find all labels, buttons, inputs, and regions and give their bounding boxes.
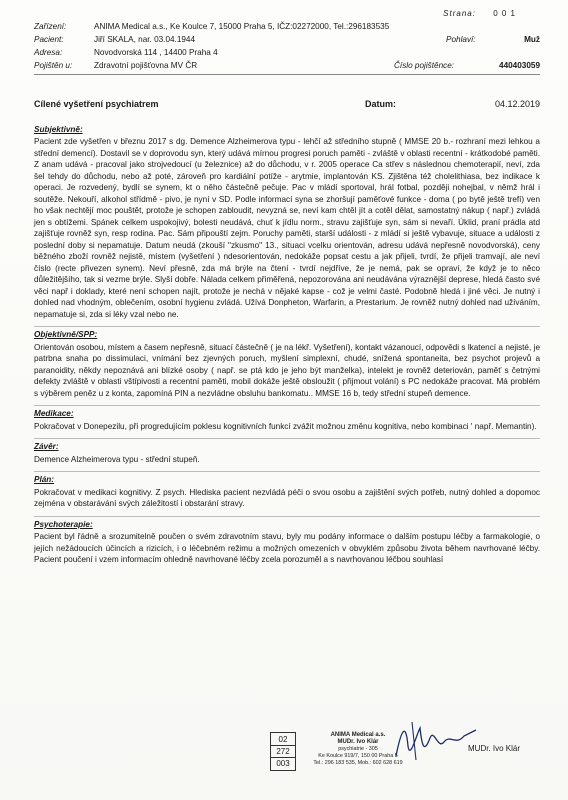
patient-row <box>34 33 540 46</box>
conclusion-section <box>34 441 540 472</box>
address-row <box>34 46 540 59</box>
objective-text: Orientován osobou, místem a časem nepřesně, situací částečně ( je na lékř. Vyšetření), kontakt vázanoucí, odpovědi s lkatencí a nejisté, je patrbna snaha po dissimulaci, vnímání bez zjevných poruch, myšlení simplexní, chudé, snížená spontaneita, bez psychot projevů a paranoidity, někdy nepoznává ani blízké osoby ( např. se ptá kdo je jeho být manželka), intelekt je rovněž deteriován, paměť s četnými defekty zvláště v oblasti vštípivosti a recentní paměti, mobil dokáže ještě obsloužit ( přijmout volání) s PC nedokáže pracovat. Má problém s výběrem peněz u z konta, zapomíná PIN a nezvládne obsluhu bankomatu.. MMSE 16 b, tedy střední stupeň demence. <box>34 342 540 398</box>
facility-row <box>34 20 540 33</box>
page-indicator <box>443 8 516 20</box>
subjective-text: Pacient zde vyšetřen v březnu 2017 s dg. Demence Alzheimerova typu - lehčí až středního stupně ( MMSE 20 b.- rozhraní mezi lehkou a střední demencí). Dostavil se v doprovodu syn, který udává mírnou progresi poruch paměti - zvláště v oblasti recentní - krátkodobé paměti. Z anam udává - pracoval jako strojvedoucí (u železnice) až do důchodu, v r. 2005 operace Ca střev s následnou chemoterapií, neví, zda šel tehdy do důchodu, nebo až poté, zároveň pro kardiální potíže - arytmie, implantován KS. Zjištěna též cholelithiasa, bez indikace k operaci. Je rozvedený, bydlí se synem, kt o něho částečně pečuje. Pac v mládí sportoval, hrál fotbal, později nohejbal, v němž hrál i soutěže. Nekouří, alkohol střídmě - pivo, je nyní v SD. Podle informací syna se zhoršují paměťové funkce - doma ( po bytě ještě trefí) ven ho však nechtějí moc pouštět, protože je schopen zabloudit, nevyzná se, neví kam chtěl jít a cotěl dělat, samostatný nákup ( např.) zvládá jen s obtížemi. Spánek celkem uspokojivý, bolesti neudává, chuť k jídlu norm., stravu zajišťuje syn, sám si nevaří. Úklid, praní prádla atd zajišťuje rovněž syn, resp rodina. Pac. Sám připouští zejm. Poruchy paměti, starší události - z mládí si ještě vybavuje, situace a události z poslední doby si nepamatuje. Datum neudá (zkouší "zkusmo" 13., situaci vcelku orientován, adresu udává nepřesně novodvorská), ceny běžného zboží rovněž nejistě, místem (vyšetření ) ndesorientován, nedokáže popsat cestu a jak přijeli, tvrdí, že přijeli tramvají, ale neví číslo (recte přivezen synem). Neví přesně, zda má brýle na čtení - tvrdí nejdříve, že je nemá, pak se opraví, že když je to něco důležitějšího, tak si vezme brýle. Slyší dobře. Nálada celkem přiměřená, nepozorována ani neudávána výraznější deprese, hledá často své věci např i doklady, které není schopen najít, protože je nechá v nějaké kapse - což je velmi časté. Podobně hledá i jiné věci. Je nutný i dohled nad vhodným, oblečením, osobní hygienu zvládá. Užívá Donpheton, Warfarin, a Prestarium. Je rovněž nutný dohled nad užíváním, nepamatuje si, zda si léky vzal nebo ne. <box>34 137 540 319</box>
sex-value: Muž <box>524 34 540 44</box>
facility-label: Zařízení: <box>34 21 67 31</box>
patient-value: Jiří SKALA, nar. 03.04.1944 <box>94 34 196 44</box>
facility-value: ANIMA Medical a.s., Ke Koulce 7, 15000 Praha 5, IČZ:02272000, Tel.:296183535 <box>94 21 390 31</box>
stamp-line-1: ANIMA Medical a.s. <box>330 732 386 738</box>
handwritten-signature <box>390 716 480 764</box>
medication-text: Pokračovat v Donepezilu, při progredujícím poklesu kognitivních funkcí zvážit možnou změnu kognitiva, nebo kombinaci ' např. Memantin). <box>34 421 537 431</box>
insured-label: Pojištěn u: <box>34 60 73 70</box>
psychotherapy-title: Psychoterapie: <box>34 519 93 529</box>
report-title-row <box>34 99 540 111</box>
medication-title: Medikace: <box>34 409 74 418</box>
page-label: Strana: <box>443 9 476 18</box>
stamp-code-box <box>270 732 296 771</box>
doctor-name: MUDr. Ivo Klár <box>468 744 521 753</box>
sex-label: Pohlaví: <box>446 34 476 44</box>
conclusion-title: Závěr: <box>34 442 59 451</box>
objective-section <box>34 329 540 406</box>
psychotherapy-text: Pacient byl řádně a srozumitelně poučen o svém zdravotním stavu, byly mu podány informace o dalším postupu léčby a farmakologie, o jejích nežádoucích účincích a rizicích, i o léčebném režimu a možných omezeních v obvyklém způsobu života během navrhované léčby. Pacient poučení i vzem informacím ohledně navrhované léčby zcela porozuměl a s navrhovanou léčbou souhlasí <box>34 532 540 564</box>
insurance-number-value: 440403059 <box>499 60 540 70</box>
insurance-number-label: Číslo pojištěnce: <box>394 60 455 70</box>
insured-value: Zdravotní pojišťovna MV ČR <box>94 60 198 70</box>
insurance-row <box>34 59 540 72</box>
page-number: 0 0 1 <box>493 9 516 18</box>
stamp-line-5: Tel.: 296 183 535, Mob.: 602 628 619 <box>313 760 403 766</box>
stamp-code-3: 003 <box>276 759 290 768</box>
stamp-code-1: 02 <box>271 734 295 746</box>
date-label: Datum: <box>365 99 396 109</box>
subjective-section <box>34 124 540 328</box>
address-value: Novodvorská 114 , 14400 Praha 4 <box>94 47 218 57</box>
patient-label: Pacient: <box>34 34 64 44</box>
conclusion-text: Demence Alzheimerova typu - střední stupeň. <box>34 454 200 464</box>
stamp-line-4: Ke Koulce 919/7, 150 00 Praha 5 <box>318 753 398 759</box>
objective-title: Objektivně/SPP: <box>34 330 98 339</box>
plan-title: Plán: <box>34 475 55 484</box>
plan-section <box>34 474 540 517</box>
address-label: Adresa: <box>34 47 63 57</box>
stamp-line-3: psychiatrie - 305 <box>338 746 378 752</box>
patient-header <box>34 20 540 75</box>
subjective-title: Subjektivně: <box>34 124 83 134</box>
date-value: 04.12.2019 <box>494 99 540 109</box>
plan-text: Pokračovat v medikaci kognitivy. Z psych. Hlediska pacient nezvládá péči o svou osobu a zajištění svých potřeb, nutný dohled a dopomoc zejména v obstarávání svých záležitostí i obstarání stravy. <box>34 487 540 508</box>
stamp-line-2: MUDr. Ivo Klár <box>337 739 379 745</box>
psychotherapy-section <box>34 519 540 566</box>
report-title: Cílené vyšetření psychiatrem <box>34 99 159 109</box>
report-date <box>365 99 540 111</box>
medication-section <box>34 408 540 439</box>
stamp-code-2: 272 <box>271 746 295 758</box>
